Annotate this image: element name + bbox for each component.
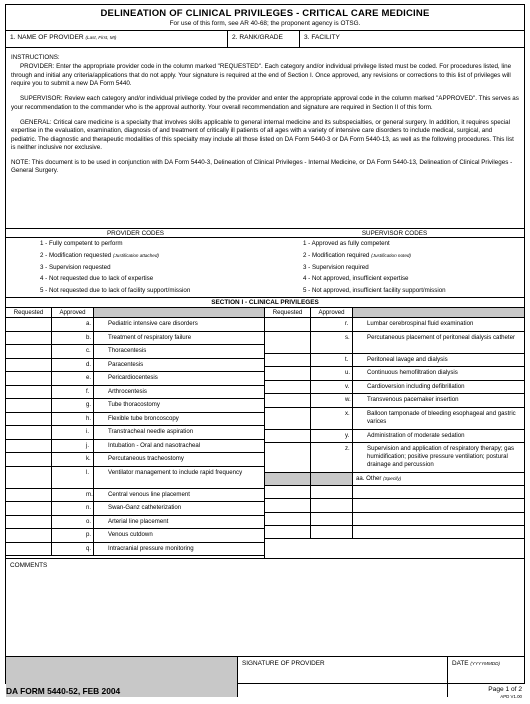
provider-code-4: 4 - Not requested due to lack of expertise <box>40 275 154 283</box>
privilege-item <box>345 318 524 331</box>
privilege-letter: x. <box>345 409 350 417</box>
privileges-right-header <box>265 308 524 318</box>
privileges-left-header <box>6 308 264 318</box>
privilege-letter: m. <box>86 490 93 498</box>
provider-name-hint: (Last, First, MI) <box>85 35 117 40</box>
form-header <box>6 5 524 31</box>
requested-code-cell[interactable] <box>6 543 52 556</box>
requested-code-cell[interactable] <box>6 426 52 439</box>
privilege-item <box>353 499 524 511</box>
privilege-letter: n. <box>86 504 92 511</box>
privilege-row <box>265 367 524 381</box>
privileges-table <box>6 308 524 559</box>
privilege-item <box>86 386 264 399</box>
rank-grade-field[interactable] <box>228 31 300 47</box>
form-subtitle: For use of this form, see AR 40-68; the proponent agency is OTSG. <box>169 19 361 27</box>
provider-name-field[interactable] <box>6 31 228 47</box>
privilege-text: Continuous hemofiltration dialysis <box>367 369 458 376</box>
privilege-header-shade <box>94 308 264 317</box>
date-label: DATE <box>452 660 469 667</box>
privilege-item <box>86 426 264 439</box>
instructions-general: GENERAL: Critical care medicine is a specialty that involves skills applicable to general internal medicine and its subspecialties, or general surgery. In addition, it requires special expertise in the evaluation, examination, diagnosis of and treatment of critically ill patients of all ages with a variety of intensive care disorders to include medical, surgical, and pediatric. The diagnostic and therapeutic modalities of this specialty may include all those listed on DA Form 5440-3 or DA Form 5440-13, as well as the following procedures. This list is neither inclusive nor exclusive. <box>11 118 514 151</box>
privilege-row <box>6 426 264 440</box>
other-privilege[interactable]: aa. Other (Specify) <box>356 475 402 482</box>
privilege-item <box>345 394 524 407</box>
identification-row <box>6 31 524 48</box>
signature-label: SIGNATURE OF PROVIDER <box>242 660 325 667</box>
provider-signature-field[interactable] <box>238 657 448 697</box>
privilege-row <box>265 499 524 512</box>
privilege-text: Percutaneous placement of peritoneal dialysis catheter <box>367 333 516 341</box>
rank-grade-label: 2. RANK/GRADE <box>232 34 283 41</box>
page-number: Page 1 of 2 <box>488 686 522 693</box>
supervisor-code-1: 1 - Approved as fully competent <box>303 240 390 247</box>
privilege-letter: u. <box>345 369 351 376</box>
privilege-row <box>265 526 524 539</box>
form-title: DELINEATION OF CLINICAL PRIVILEGES - CRITICAL CARE MEDICINE <box>100 8 430 19</box>
form-page <box>5 4 525 684</box>
approved-code-cell[interactable] <box>311 513 353 525</box>
privilege-row <box>265 513 524 526</box>
requested-code-cell[interactable] <box>265 499 311 511</box>
privilege-letter: l. <box>86 468 90 476</box>
privilege-item <box>353 486 524 498</box>
requested-code-cell[interactable] <box>6 332 52 345</box>
requested-code-cell[interactable] <box>265 318 311 331</box>
requested-code-cell[interactable] <box>6 386 52 399</box>
privilege-text: Pediatric intensive care disorders <box>108 320 198 327</box>
privilege-letter: v. <box>345 382 350 390</box>
date-hint: (YYYYMMDD) <box>470 661 500 666</box>
privilege-item <box>86 399 264 412</box>
privilege-header-shade <box>353 308 524 317</box>
privilege-row <box>6 467 264 489</box>
supervisor-codes <box>265 229 524 297</box>
facility-field[interactable] <box>300 31 524 47</box>
privilege-row-other <box>265 473 524 486</box>
privilege-text: Tube thoracostomy <box>108 401 160 408</box>
facility-label: 3. FACILITY <box>304 34 340 41</box>
requested-code-cell[interactable] <box>265 354 311 367</box>
requested-code-cell[interactable] <box>265 526 311 538</box>
requested-code-cell[interactable] <box>6 516 52 529</box>
privilege-letter: p. <box>86 531 92 538</box>
privilege-item <box>86 318 264 331</box>
privilege-row <box>6 332 264 346</box>
requested-code-cell[interactable] <box>6 489 52 502</box>
instructions-note: NOTE: This document is to be used in conjunction with DA Form 5440-3, Delineation of Clinical Privileges - Internal Medicine, or DA Form 5440-13, Delineation of Clinical Privileges - General Surgery. <box>11 159 513 175</box>
privilege-row <box>265 486 524 499</box>
privilege-item <box>86 413 264 426</box>
requested-code-cell[interactable] <box>265 381 311 394</box>
privilege-text: Administration of moderate sedation <box>367 431 465 439</box>
privilege-item <box>86 372 264 385</box>
privilege-letter: j. <box>86 441 90 449</box>
privilege-letter: o. <box>86 517 92 525</box>
privilege-item <box>86 529 264 542</box>
privilege-letter: t. <box>345 355 349 363</box>
instructions-heading: INSTRUCTIONS: <box>11 54 60 61</box>
privilege-text: Paracentesis <box>108 360 144 368</box>
privilege-text: Pericardiocentesis <box>108 374 158 381</box>
privilege-row <box>6 489 264 503</box>
requested-header: Requested <box>6 308 52 317</box>
privilege-row <box>265 381 524 395</box>
privilege-text: Peritoneal lavage and dialysis <box>367 355 448 363</box>
privilege-text: Lumbar cerebrospinal fluid examination <box>367 320 474 327</box>
privilege-letter: q. <box>86 544 92 552</box>
supervisor-code-2: 2 - Modification required (Justification noted) <box>303 251 411 259</box>
privilege-row <box>265 394 524 408</box>
privilege-row <box>265 408 524 430</box>
privilege-row <box>6 386 264 400</box>
privilege-item <box>86 489 264 502</box>
section-1-title: SECTION I - CLINICAL PRIVILEGES <box>6 298 524 308</box>
comments-label: COMMENTS <box>10 562 48 569</box>
privilege-text: Flexible tube broncoscopy <box>108 414 179 422</box>
privilege-text: Arterial line placement <box>108 517 169 525</box>
requested-code-cell[interactable] <box>265 443 311 472</box>
approved-code-cell[interactable] <box>311 486 353 498</box>
privilege-text: Intubation - Oral and nasotracheal <box>108 441 201 449</box>
privilege-text: Intracranial pressure monitoring <box>108 544 194 552</box>
approved-header: Approved <box>311 308 353 317</box>
privilege-text: Supervision and application of respiratory therapy; gas humidification; positive pressure ventilation; postural drainage and percussion <box>367 445 515 469</box>
requested-code-cell[interactable] <box>265 408 311 429</box>
privilege-item <box>345 443 524 472</box>
privilege-item <box>86 345 264 358</box>
privilege-letter: b. <box>86 333 92 341</box>
privilege-letter: f. <box>86 387 90 395</box>
privilege-row <box>265 430 524 444</box>
provider-code-2: 2 - Modification requested (Justification attached) <box>40 251 159 259</box>
privilege-text: Balloon tamponade of bleeding esophageal and gastric varices <box>367 409 516 425</box>
privilege-letter: h. <box>86 414 92 422</box>
privilege-item <box>86 453 264 466</box>
privilege-text: Arthrocentesis <box>108 387 147 395</box>
privilege-row <box>6 543 264 557</box>
privilege-letter: i. <box>86 428 90 435</box>
privilege-row <box>6 345 264 359</box>
privilege-row <box>6 516 264 530</box>
privilege-row <box>6 372 264 386</box>
requested-header: Requested <box>265 308 311 317</box>
instructions-provider: PROVIDER: Enter the appropriate provider code in the column marked "REQUESTED". Each category and/or individual privilege listed must be coded. For procedures listed, line through and initial any criteria/applications that do not apply. Your signature is required at the end of Section I. Once approved, any revisions or corrections to this list of privileges will require you to submit a new DA Form 5440. <box>11 63 512 87</box>
privilege-letter: r. <box>345 320 349 327</box>
requested-code-cell[interactable] <box>265 394 311 407</box>
privilege-text: Transtracheal needle aspiration <box>108 428 194 435</box>
privilege-row <box>265 318 524 332</box>
instructions-block <box>6 48 524 229</box>
privilege-item <box>345 367 524 380</box>
provider-code-5: 5 - Not requested due to lack of facility support/mission <box>40 287 191 295</box>
provider-name-label: 1. NAME OF PROVIDER <box>10 34 84 41</box>
requested-code-cell[interactable] <box>6 413 52 426</box>
requested-code-cell[interactable] <box>6 318 52 331</box>
privilege-letter: z. <box>345 445 350 452</box>
privilege-letter: k. <box>86 455 91 462</box>
requested-code-cell[interactable] <box>265 332 311 353</box>
privilege-text: Treatment of respiratory failure <box>108 333 192 341</box>
privilege-text: Transvenous pacemaker insertion <box>367 396 459 403</box>
privilege-item <box>86 359 264 372</box>
requested-code-cell[interactable] <box>265 430 311 443</box>
provider-codes-title: PROVIDER CODES <box>6 229 265 238</box>
codes-legend <box>6 229 524 298</box>
privilege-item <box>353 513 524 525</box>
requested-code-cell[interactable] <box>265 513 311 525</box>
provider-codes <box>6 229 265 297</box>
privilege-letter: y. <box>345 431 350 439</box>
privilege-row <box>6 529 264 543</box>
privilege-text: Percutaneous tracheostomy <box>108 455 184 462</box>
privilege-text: Venous cutdown <box>108 531 153 538</box>
requested-code-cell[interactable] <box>6 345 52 358</box>
privilege-text: Thoracentesis <box>108 347 147 354</box>
privilege-item <box>345 408 524 429</box>
approved-header: Approved <box>52 308 94 317</box>
privilege-row <box>265 354 524 368</box>
privilege-text: Swan-Ganz catheterization <box>108 504 182 511</box>
privilege-row <box>6 440 264 454</box>
privilege-letter: c. <box>86 347 91 354</box>
privilege-text: Central venous line placement <box>108 490 190 498</box>
requested-code-cell[interactable] <box>6 502 52 515</box>
privilege-row <box>6 318 264 332</box>
requested-code-cell[interactable] <box>6 529 52 542</box>
privilege-text: Cardioversion including defibrillation <box>367 382 465 390</box>
requested-code-cell[interactable] <box>6 372 52 385</box>
privilege-item <box>86 502 264 515</box>
requested-code-cell[interactable] <box>6 467 52 488</box>
form-id: DA FORM 5440-52, FEB 2004 <box>6 686 121 696</box>
privilege-letter: g. <box>86 401 92 408</box>
approved-code-cell[interactable] <box>311 499 353 511</box>
supervisor-code-4: 4 - Not approved, insufficient expertise <box>303 275 409 283</box>
provider-code-1: 1 - Fully competent to perform <box>40 240 123 247</box>
shaded-cell <box>265 473 311 485</box>
privilege-item <box>345 381 524 394</box>
privilege-item <box>345 354 524 367</box>
privilege-item <box>86 332 264 345</box>
supervisor-code-5: 5 - Not approved, insufficient facility support/mission <box>303 287 446 295</box>
requested-code-cell[interactable] <box>6 399 52 412</box>
privilege-item <box>345 430 524 443</box>
privilege-row <box>6 359 264 373</box>
requested-code-cell[interactable] <box>265 486 311 498</box>
privilege-text: Ventilator management to include rapid frequency <box>108 468 243 476</box>
privilege-row <box>6 413 264 427</box>
privilege-item <box>86 516 264 529</box>
privilege-item <box>353 526 524 538</box>
privilege-item <box>86 440 264 453</box>
privilege-row <box>265 332 524 354</box>
privilege-letter: w. <box>345 396 351 403</box>
privilege-row <box>6 399 264 413</box>
privilege-letter: s. <box>345 333 350 341</box>
privilege-letter: a. <box>86 320 92 327</box>
comments-field[interactable] <box>6 559 524 657</box>
privilege-letter: d. <box>86 360 92 368</box>
approved-code-cell[interactable] <box>311 526 353 538</box>
requested-code-cell[interactable] <box>6 453 52 466</box>
supervisor-code-3: 3 - Supervision required <box>303 263 369 271</box>
privilege-row <box>265 443 524 473</box>
form-version: APD V1.00 <box>500 694 522 700</box>
requested-code-cell[interactable] <box>265 367 311 380</box>
privilege-row <box>6 502 264 516</box>
page-info <box>488 686 522 700</box>
privilege-item <box>86 543 264 556</box>
privilege-item <box>345 332 524 353</box>
shaded-cell <box>311 473 353 485</box>
privileges-left <box>6 308 265 558</box>
requested-code-cell[interactable] <box>6 440 52 453</box>
supervisor-codes-title: SUPERVISOR CODES <box>265 229 524 238</box>
privileges-right <box>265 308 524 558</box>
provider-code-3: 3 - Supervision requested <box>40 263 111 271</box>
privilege-letter: e. <box>86 374 92 381</box>
requested-code-cell[interactable] <box>6 359 52 372</box>
privilege-row <box>6 453 264 467</box>
privilege-item <box>86 467 264 488</box>
instructions-supervisor: SUPERVISOR: Review each category and/or individual privilege coded by the provider and enter the appropriate approval code in the column marked "APPROVED". This serves as your recommendation to the commander who is the approval authority. Your overall recommendation and signature are required in Section II of this form. <box>11 95 519 111</box>
